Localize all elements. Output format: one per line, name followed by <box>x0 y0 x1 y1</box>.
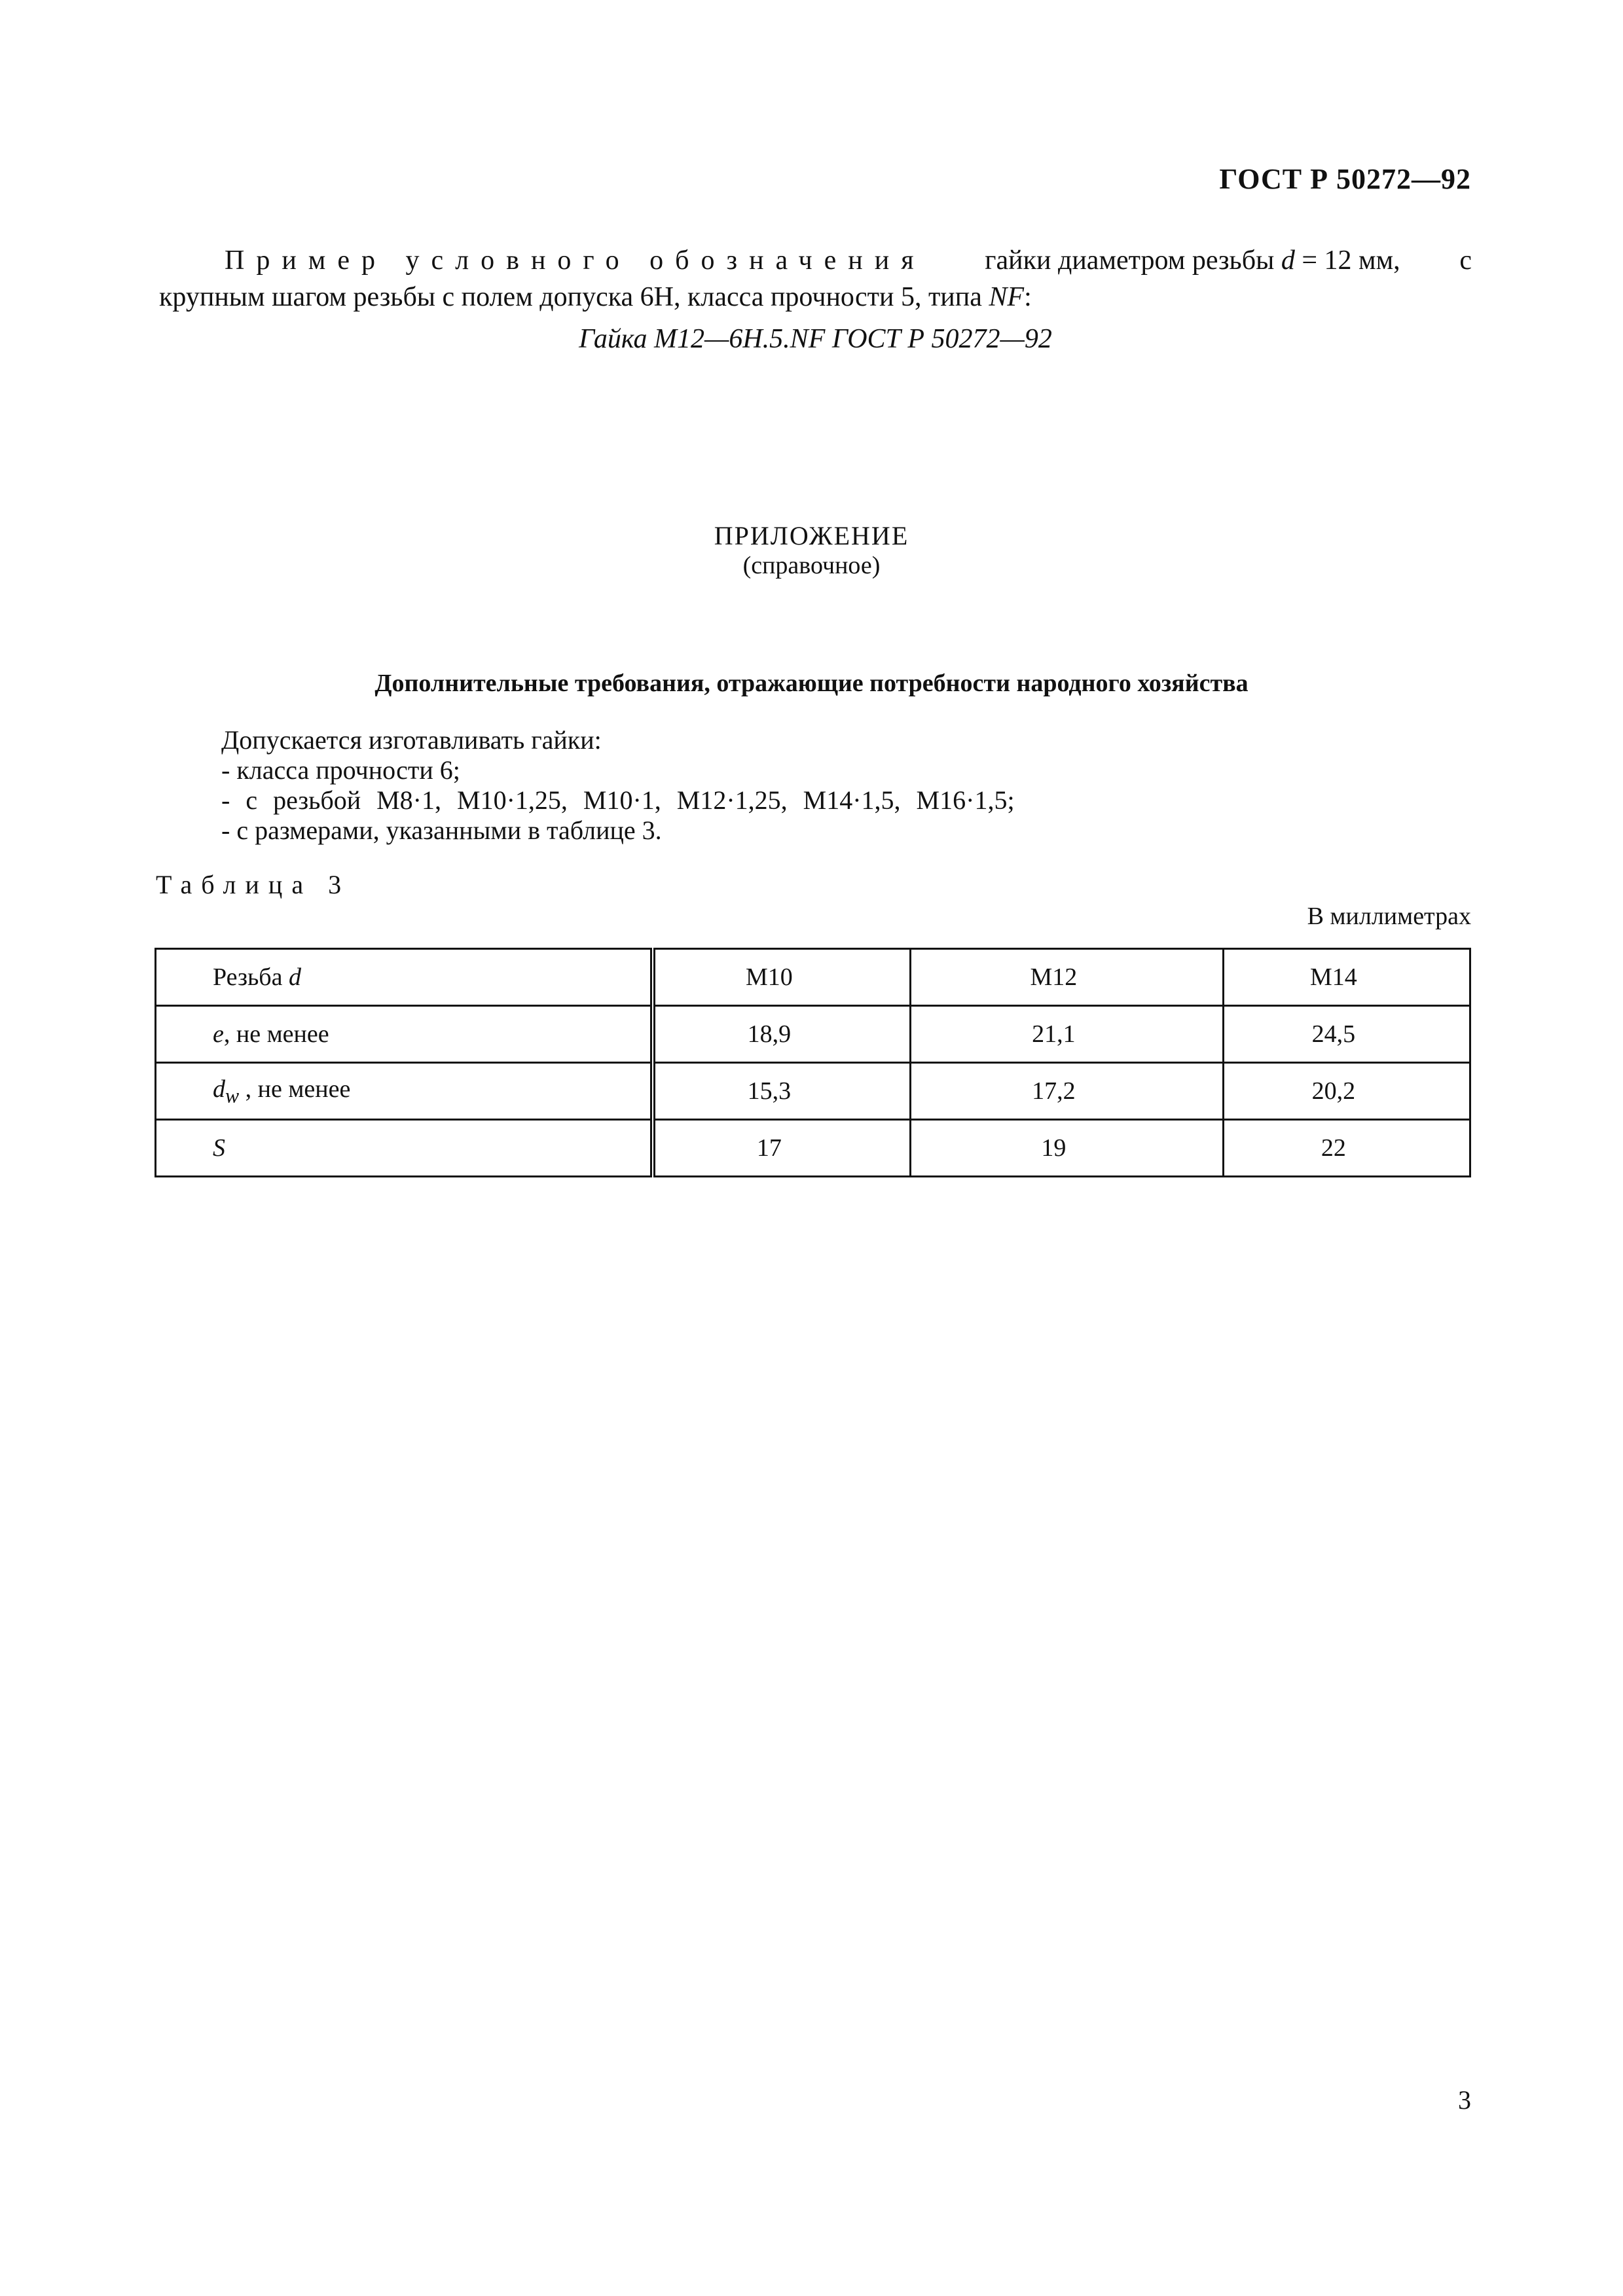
document-code: ГОСТ Р 50272—92 <box>1219 163 1471 195</box>
appendix-title: ПРИЛОЖЕНИЕ <box>714 521 909 550</box>
requirement-item: - с резьбой M8·1, M10·1,25, M10·1, M12·1,25, M14·1,5, M16·1,5; <box>221 785 1015 815</box>
example-line-1 <box>159 242 1472 279</box>
requirements-list <box>221 725 1015 846</box>
var-d: d <box>1281 245 1295 276</box>
row-label: e, не менее <box>156 1006 653 1063</box>
table-cell: 17 <box>653 1120 911 1177</box>
table-cell: 24,5 <box>1223 1006 1470 1063</box>
table-row <box>156 1063 1470 1120</box>
table-cell: 20,2 <box>1223 1063 1470 1120</box>
example-line-2: крупным шагом резьбы с полем допуска 6H, класса прочности 5, типа NF: <box>159 282 1032 312</box>
type-nf: NF <box>989 282 1025 312</box>
table-cell: 22 <box>1223 1120 1470 1177</box>
table-units: В миллиметрах <box>1307 903 1471 930</box>
designation-example <box>159 242 1472 357</box>
example-designation: Гайка M12—6H.5.NF ГОСТ Р 50272—92 <box>579 324 1052 354</box>
table-header-row <box>156 949 1470 1006</box>
section-heading: Дополнительные требования, отражающие потребности народного хозяйства <box>374 670 1249 697</box>
header-cell-thread: Резьба d <box>156 949 653 1006</box>
appendix-subtitle: (справочное) <box>742 552 881 579</box>
requirement-item: - с размерами, указанными в таблице 3. <box>221 816 662 845</box>
table-cell: 17,2 <box>911 1063 1224 1120</box>
header-cell: M12 <box>911 949 1224 1006</box>
table-caption: Таблица 3 <box>156 870 351 899</box>
row-label: $d_w$ , не менее <box>156 1063 653 1120</box>
dimensions-table <box>155 948 1471 1177</box>
header-cell: M14 <box>1223 949 1470 1006</box>
example-line-1-end: с <box>1459 245 1472 276</box>
table-cell: 15,3 <box>653 1063 911 1120</box>
example-spaced-words: Пример условного обозначения <box>225 245 926 276</box>
table-row <box>156 1120 1470 1177</box>
row-label: S <box>156 1120 653 1177</box>
table-cell: 18,9 <box>653 1006 911 1063</box>
header-cell: M10 <box>653 949 911 1006</box>
requirements-intro: Допускается изготавливать гайки: <box>221 725 602 755</box>
requirement-item: - класса прочности 6; <box>221 755 460 785</box>
table-row <box>156 1006 1470 1063</box>
page-number: 3 <box>1458 2085 1471 2115</box>
table-cell: 19 <box>911 1120 1224 1177</box>
table-cell: 21,1 <box>911 1006 1224 1063</box>
example-line-1-rest: гайки диаметром резьбы d = 12 мм, <box>985 245 1400 276</box>
